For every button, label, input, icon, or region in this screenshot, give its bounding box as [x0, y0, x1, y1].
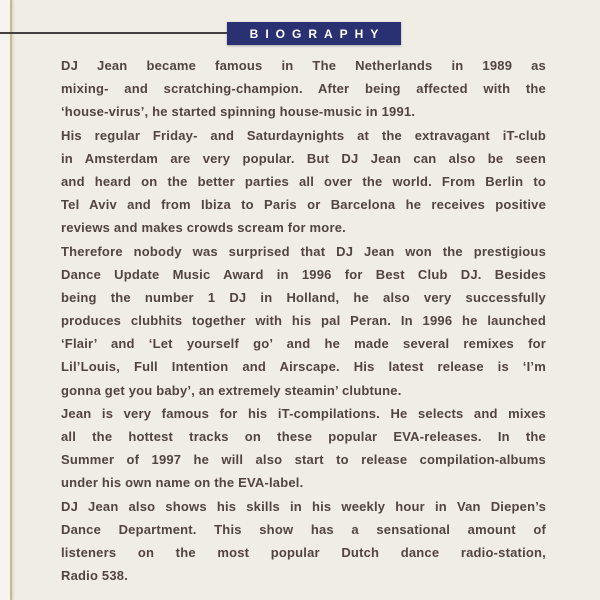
bio-line: DJ Jean became famous in The Netherlands in 1989 as — [61, 58, 546, 73]
bio-line: mixing- and scratching-champion. After being affected with the — [61, 81, 546, 97]
bio-paragraph — [61, 240, 546, 402]
bio-line: and heard on the better parties all over the world. From Berlin to — [61, 173, 546, 189]
bio-paragraph — [61, 54, 546, 124]
bio-line: ‘house-virus’, he started spinning house-music in 1991. — [61, 104, 416, 120]
bio-line: all the hottest tracks on these popular EVA-releases. In the — [61, 429, 546, 444]
bio-line: Lil’Louis, Full Intention and Airscape. His latest release is ‘I’m — [61, 359, 546, 375]
bio-line: Tel Aviv and from Ibiza to Paris or Barcelona he receives positive — [61, 197, 546, 213]
biography-header-box — [227, 22, 401, 45]
bio-line: under his own name on the EVA-label. — [61, 475, 304, 491]
bio-line: being the number 1 DJ in Holland, he also very successfully — [61, 289, 546, 305]
bio-line: ‘Flair’ and ‘Let yourself go’ and he made several remixes for — [61, 336, 546, 352]
bio-line: in Amsterdam are very popular. But DJ Jean can also be seen — [61, 150, 546, 166]
bio-line: listeners on the most popular Dutch dance radio-station, — [61, 544, 546, 560]
bio-line: Radio 538. — [61, 568, 129, 584]
bio-line: Therefore nobody was surprised that DJ Jean won the prestigious — [61, 243, 546, 259]
bio-line: Dance Update Music Award in 1996 for Best Club DJ. Besides — [61, 266, 546, 282]
bio-line: DJ Jean also shows his skills in his weekly hour in Van Diepen’s — [61, 498, 546, 514]
bio-paragraph — [61, 495, 546, 588]
bio-line: reviews and makes crowds scream for more. — [61, 220, 346, 236]
bio-line: produces clubhits together with his pal Peran. In 1996 he launched — [61, 313, 546, 329]
header-rule — [0, 32, 228, 34]
page-crease-line — [10, 0, 12, 600]
bio-paragraph — [61, 124, 546, 240]
bio-text — [61, 54, 546, 587]
page-edge-strip — [0, 0, 10, 600]
bio-paragraph — [61, 402, 546, 495]
bio-line: gonna get you baby’, an extremely steamin’ clubtune. — [61, 382, 402, 398]
bio-line: Summer of 1997 he will also start to release compilation-albums — [61, 452, 546, 468]
bio-line: Dance Department. This show has a sensational amount of — [61, 521, 546, 537]
biography-title: BIOGRAPHY — [249, 26, 386, 41]
bio-line: His regular Friday- and Saturdaynights at the extravagant iT-club — [61, 127, 546, 143]
bio-line: Jean is very famous for his iT-compilations. He selects and mixes — [61, 405, 546, 421]
